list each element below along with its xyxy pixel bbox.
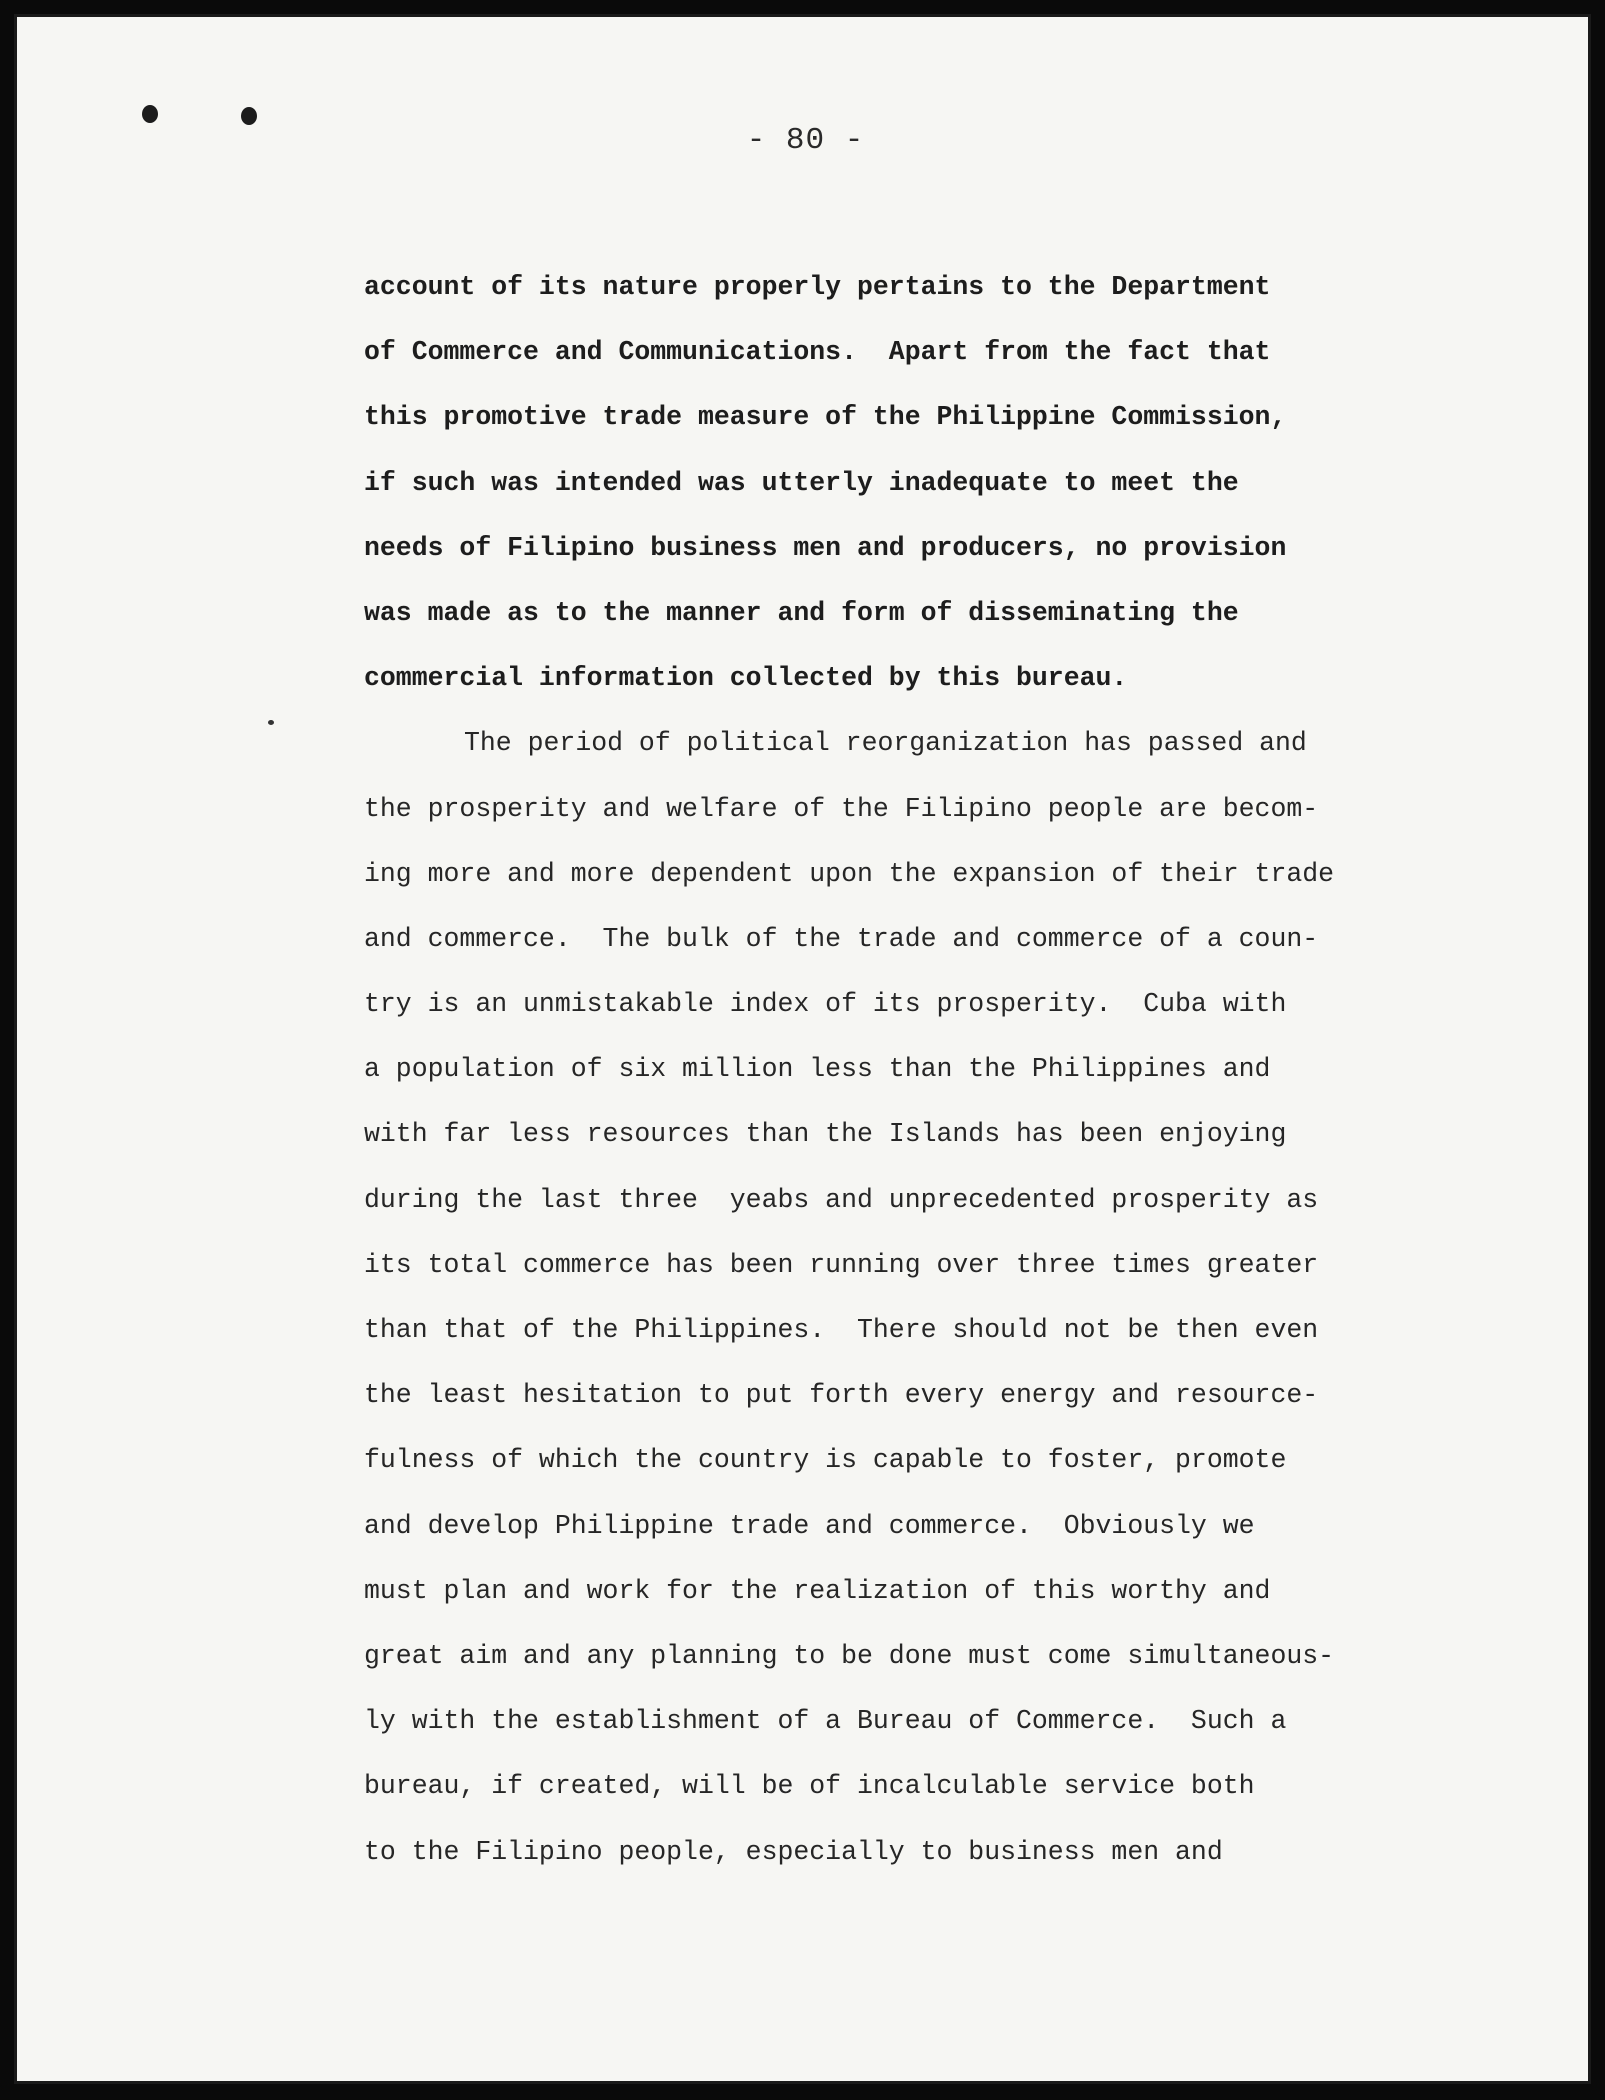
text-line: and commerce. The bulk of the trade and commerce of a coun- [364, 923, 1319, 954]
text-line: ly with the establishment of a Bureau of Commerce. Such a [364, 1706, 1287, 1737]
text-line: this promotive trade measure of the Philippine Commission, [364, 402, 1287, 433]
document-page [14, 14, 1591, 2084]
text-line: to the Filipino people, especially to business men and [364, 1836, 1223, 1867]
text-line: its total commerce has been running over three times greater [364, 1249, 1319, 1280]
text-line: than that of the Philippines. There should not be then even [364, 1315, 1319, 1345]
text-line: needs of Filipino business men and producers, no provision [364, 532, 1287, 563]
ink-speck [268, 720, 274, 725]
text-line: with far less resources than the Islands has been enjoying [364, 1119, 1287, 1150]
text-line: great aim and any planning to be done must come simultaneous- [364, 1640, 1335, 1671]
text-line: account of its nature properly pertains to the Department [364, 272, 1271, 302]
text-line: fulness of which the country is capable to foster, promote [364, 1445, 1287, 1476]
text-line: was made as to the manner and form of disseminating the [364, 597, 1239, 628]
text-line: of Commerce and Communications. Apart from the fact that [364, 337, 1271, 368]
text-line: during the last three yeabs and unprecedented prosperity as [364, 1184, 1319, 1215]
body-text [364, 255, 1394, 1885]
text-line: must plan and work for the realization of this worthy and [364, 1575, 1271, 1606]
text-line: a population of six million less than the Philippines and [364, 1054, 1271, 1085]
binder-hole [142, 105, 158, 123]
text-line: ing more and more dependent upon the expansion of their trade [364, 858, 1335, 889]
text-line: the least hesitation to put forth every energy and resource- [364, 1380, 1319, 1411]
text-line: bureau, if created, will be of incalculable service both [364, 1771, 1255, 1802]
text-line: the prosperity and welfare of the Filipino people are becom- [364, 793, 1319, 824]
text-line: and develop Philippine trade and commerce. Obviously we [364, 1510, 1255, 1541]
text-line: try is an unmistakable index of its prosperity. Cuba with [364, 989, 1287, 1020]
page-number: - 80 - [746, 123, 865, 158]
text-line: commercial information collected by this bureau. [364, 663, 1128, 694]
paragraph-start-line: The period of political reorganization has passed and [464, 728, 1307, 759]
text-line: if such was intended was utterly inadequate to meet the [364, 467, 1239, 498]
